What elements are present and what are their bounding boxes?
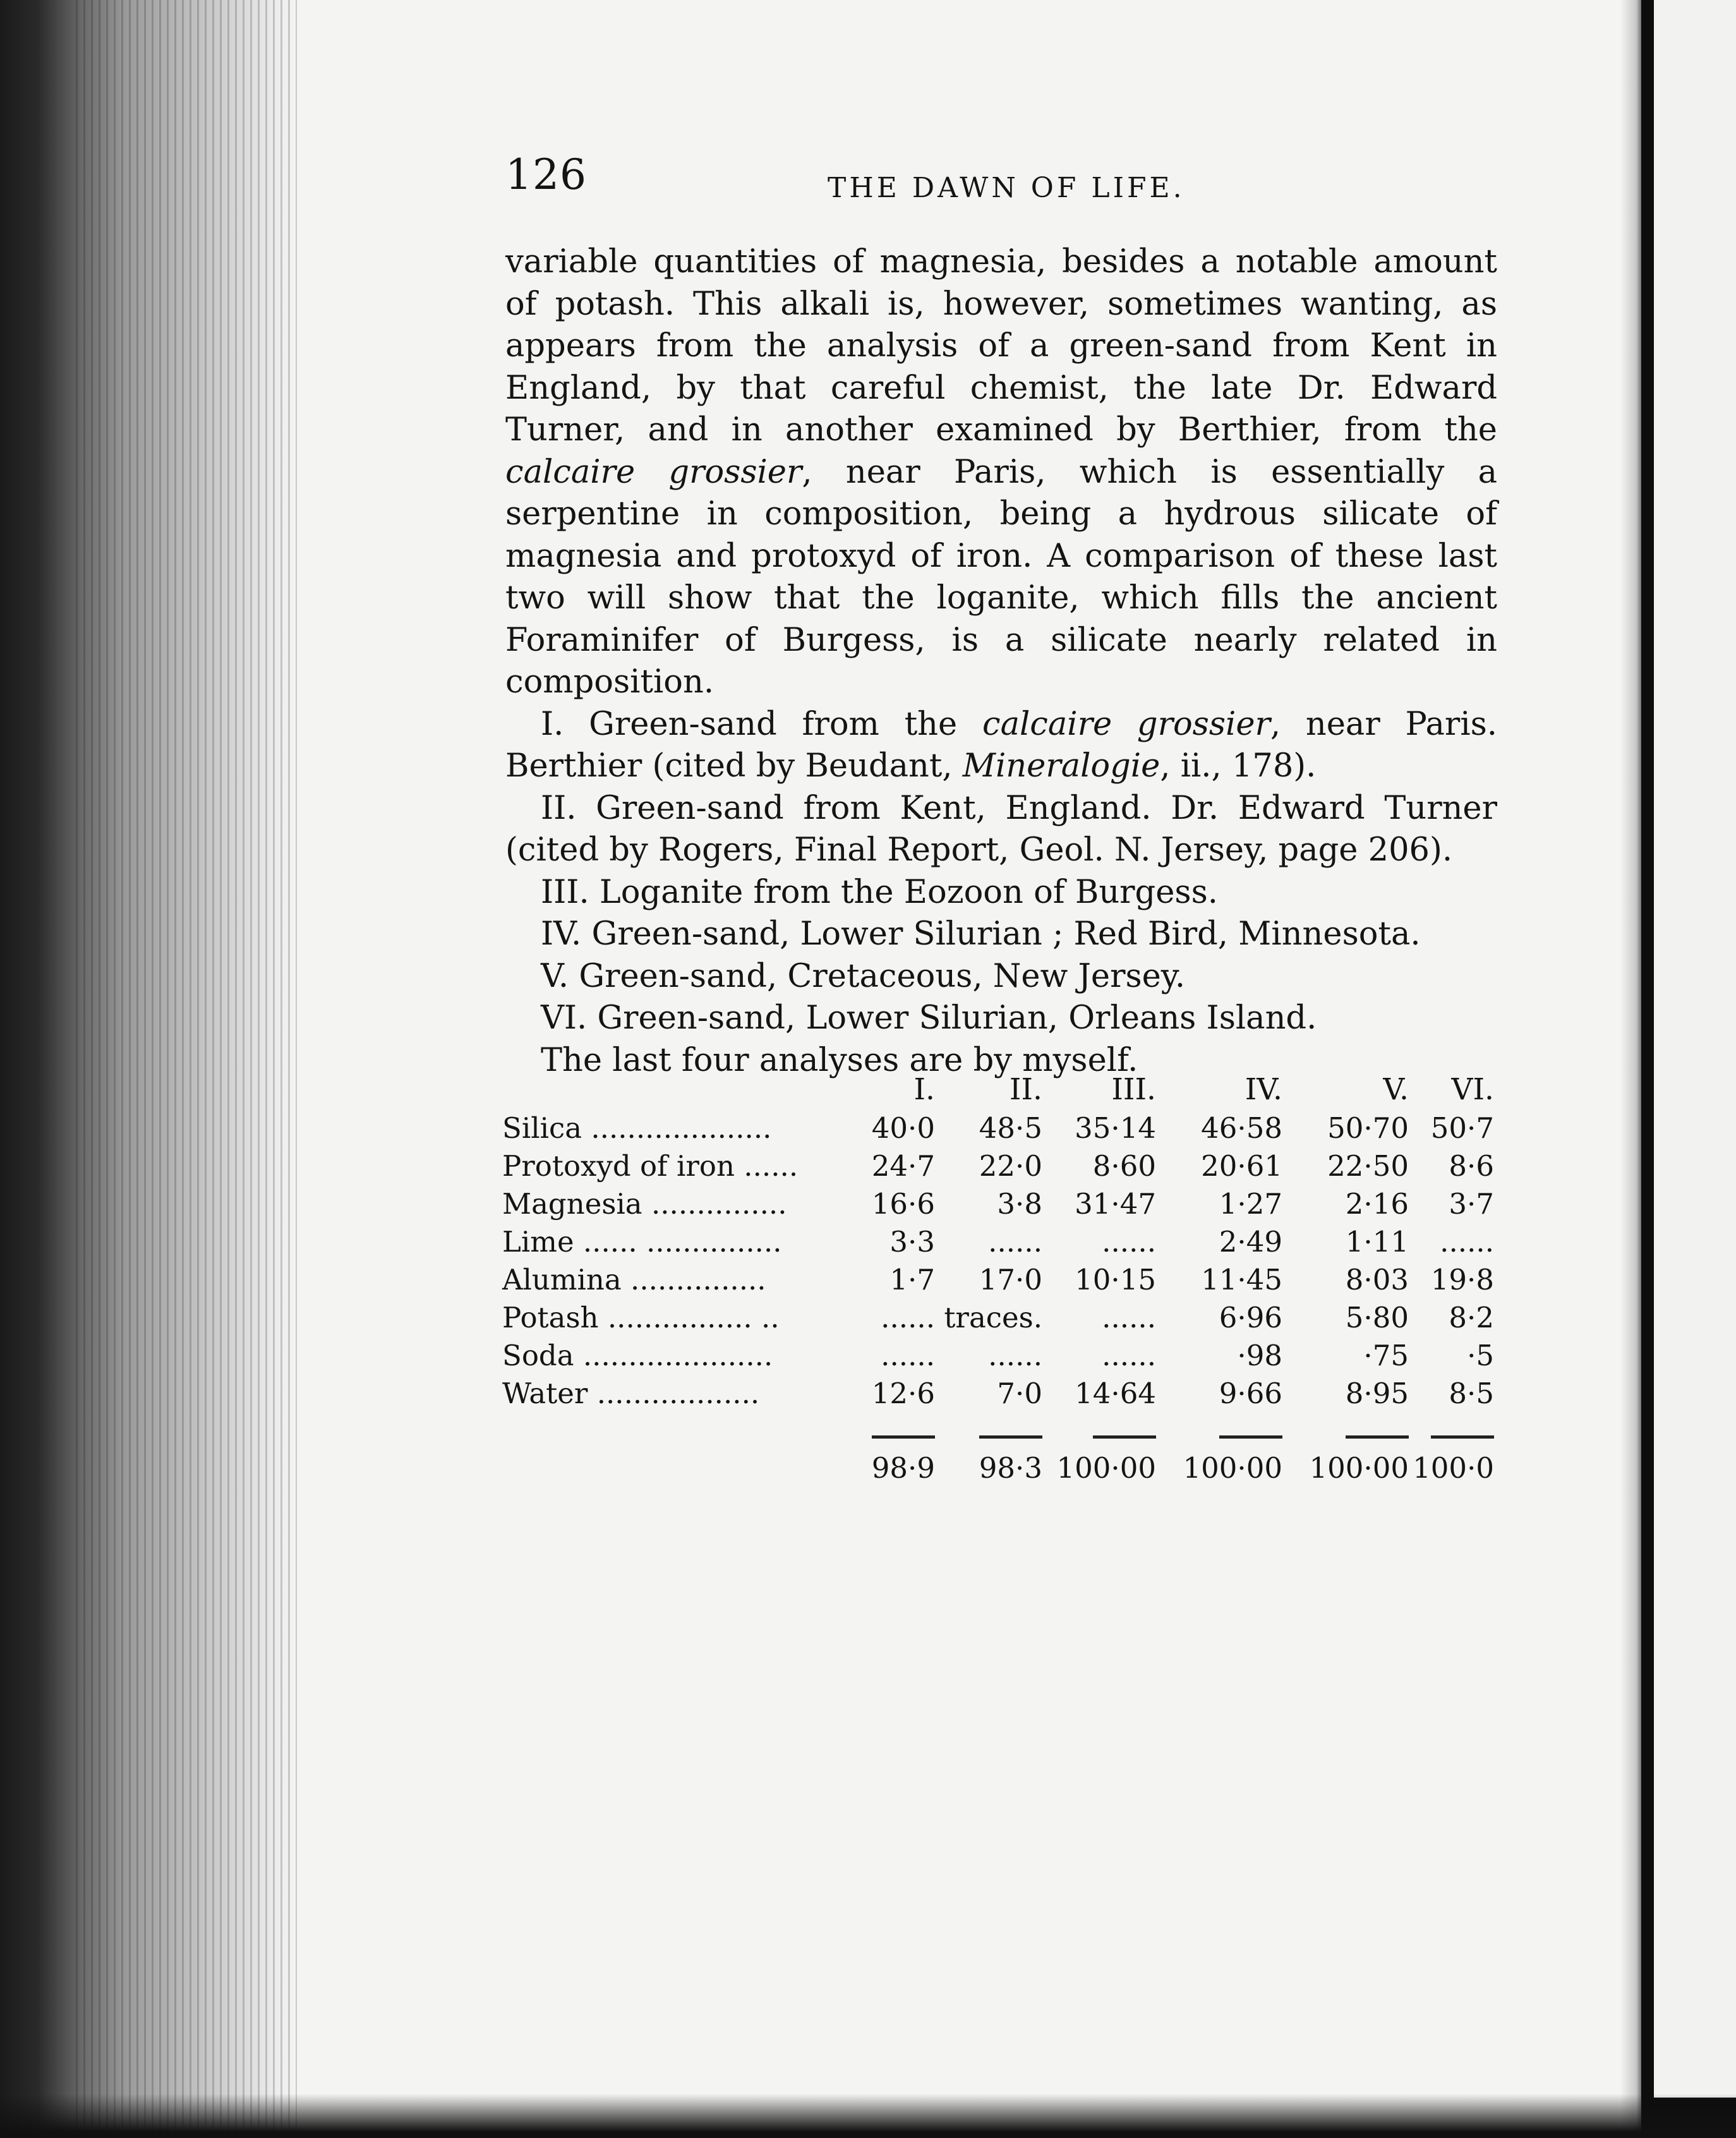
table-cell: 7·0 (997, 1376, 1042, 1410)
table-cell: 3·3 (889, 1224, 935, 1259)
table-cell: 22·0 (979, 1149, 1042, 1183)
list-item-4: IV. Green-sand, Lower Silurian ; Red Bird, Minnesota. (541, 915, 1421, 953)
table-cell: 5·80 (1345, 1300, 1409, 1334)
table-cell: ...... (1440, 1224, 1494, 1259)
table-cell: 8·2 (1449, 1300, 1494, 1334)
table-row (502, 1185, 1494, 1223)
table-cell: 8·95 (1345, 1376, 1409, 1410)
table-cell: 20·61 (1201, 1149, 1282, 1183)
table-cell: 17·0 (979, 1262, 1042, 1296)
table-cell: 31·47 (1075, 1187, 1156, 1221)
paragraph-1: variable quantities of magnesia, besides a notable amount of potash. This alkali is, however, sometimes wanting, as appears from the analysis of a green-sand from Kent in England, by that careful chemist, the late Dr. Edward Turner, and in another examined by Berthier, from the calcaire grossier, near Paris, which is essentially a serpentine in composition, being a hydrous silicate of magnesia and protoxyd of iron. A comparison of these last two will show that the loganite, which fills the ancient Foraminifer of Burgess, is a silicate nearly related in composition. (505, 243, 1498, 701)
list-item-1: I. Green-sand from the calcaire grossier, near Paris. Berthier (cited by Beudant, Mineralogie, ii., 178). (505, 705, 1498, 785)
table-cell: 8·03 (1345, 1262, 1409, 1296)
table-cell: 12·6 (871, 1376, 935, 1410)
table-cell: 3·7 (1449, 1187, 1494, 1221)
table-cell: 11·45 (1201, 1262, 1282, 1296)
table-cell: ...... (988, 1224, 1042, 1259)
column-header: IV. (1245, 1072, 1282, 1107)
table-cell: 1·11 (1345, 1224, 1409, 1259)
column-header: VI. (1451, 1072, 1494, 1107)
sum-rule (1346, 1435, 1409, 1439)
column-header: II. (1009, 1072, 1042, 1107)
column-header: V. (1383, 1072, 1409, 1107)
table-cell: ...... (881, 1338, 935, 1372)
row-label: Magnesia ............... (502, 1187, 787, 1221)
list-item-2: II. Green-sand from Kent, England. Dr. Edward Turner (cited by Rogers, Final Report, Geol. N. Jersey, page 206). (505, 789, 1497, 869)
table-cell: ·5 (1467, 1338, 1494, 1372)
row-label: Potash ................ .. (502, 1300, 780, 1334)
table-row (502, 1109, 1494, 1147)
analysis-table (502, 1070, 1494, 1490)
table-cell: ·75 (1363, 1338, 1409, 1372)
column-header: I. (913, 1072, 935, 1107)
table-cell: 8·60 (1092, 1149, 1156, 1183)
sum-rule (979, 1435, 1042, 1439)
table-cell: 3·8 (997, 1187, 1042, 1221)
column-header: III. (1111, 1072, 1156, 1107)
sum-rule-row (502, 1412, 1494, 1446)
table-cell: ...... (988, 1338, 1042, 1372)
table-cell: ...... (1102, 1224, 1156, 1259)
total-cell: 100·00 (1183, 1451, 1282, 1485)
total-cell: 98·9 (871, 1451, 935, 1485)
closing-sentence: The last four analyses are by myself. (541, 1041, 1138, 1079)
body-text (505, 241, 1497, 1082)
page-header (505, 144, 1491, 214)
next-page-strip (1654, 0, 1736, 2098)
table-cell: 8·6 (1449, 1149, 1494, 1183)
sum-rule (1093, 1435, 1156, 1439)
table-cell: 2·16 (1345, 1187, 1409, 1221)
row-label: Lime ...... ............... (502, 1224, 782, 1259)
table-row (502, 1147, 1494, 1185)
row-label: Silica .................... (502, 1111, 772, 1145)
table-cell: 48·5 (979, 1111, 1042, 1145)
table-row (502, 1374, 1494, 1412)
table-cell: 24·7 (871, 1149, 935, 1183)
table-row (502, 1223, 1494, 1260)
table-cell: ...... (881, 1300, 935, 1334)
row-label: Water .................. (502, 1376, 760, 1410)
table-cell: traces. (944, 1300, 1042, 1334)
table-cell: ...... (1102, 1300, 1156, 1334)
total-cell: 98·3 (979, 1451, 1042, 1485)
table-cell: 22·50 (1327, 1149, 1409, 1183)
table-cell: 1·7 (889, 1262, 935, 1296)
table-cell: 50·70 (1327, 1111, 1409, 1145)
list-item-6: VI. Green-sand, Lower Silurian, Orleans Island. (541, 1000, 1317, 1037)
list-item-5: V. Green-sand, Cretaceous, New Jersey. (541, 957, 1186, 995)
table-cell: 50·7 (1430, 1111, 1494, 1145)
page-edge-lines (76, 0, 297, 2138)
total-cell: 100·00 (1309, 1451, 1409, 1485)
sum-rule (872, 1435, 935, 1439)
row-label: Protoxyd of iron ...... (502, 1149, 799, 1183)
table-row (502, 1336, 1494, 1374)
table-cell: 16·6 (871, 1187, 935, 1221)
row-label: Soda ..................... (502, 1338, 773, 1372)
row-label: Alumina ............... (502, 1262, 766, 1296)
list-item-3: III. Loganite from the Eozoon of Burgess. (541, 873, 1218, 911)
table-row (502, 1298, 1494, 1336)
sum-rule (1219, 1435, 1282, 1439)
totals-row (502, 1446, 1494, 1490)
total-cell: 100·00 (1056, 1451, 1156, 1485)
table-cell: 1·27 (1219, 1187, 1282, 1221)
table-cell: 19·8 (1430, 1262, 1494, 1296)
table-header-row (502, 1070, 1494, 1109)
table-cell: 6·96 (1219, 1300, 1282, 1334)
table-cell: 46·58 (1201, 1111, 1282, 1145)
table-cell: 35·14 (1075, 1111, 1156, 1145)
italic-term: calcaire grossier (505, 453, 802, 491)
table-cell: 9·66 (1219, 1376, 1282, 1410)
scan-border-bottom (0, 2094, 1736, 2138)
italic-title: Mineralogie (962, 747, 1160, 785)
table-cell: 40·0 (871, 1111, 935, 1145)
total-cell: 100·0 (1413, 1451, 1494, 1485)
table-cell: 8·5 (1449, 1376, 1494, 1410)
running-title: THE DAWN OF LIFE. (828, 172, 1185, 204)
analysis-table-container (502, 1070, 1494, 1490)
table-cell: ...... (1102, 1338, 1156, 1372)
table-cell: 10·15 (1075, 1262, 1156, 1296)
sum-rule (1431, 1435, 1494, 1439)
table-cell: 14·64 (1075, 1376, 1156, 1410)
table-cell: 2·49 (1219, 1224, 1282, 1259)
page-number: 126 (505, 150, 587, 199)
table-cell: ·98 (1237, 1338, 1282, 1372)
italic-term: calcaire grossier (982, 705, 1270, 743)
table-row (502, 1260, 1494, 1298)
